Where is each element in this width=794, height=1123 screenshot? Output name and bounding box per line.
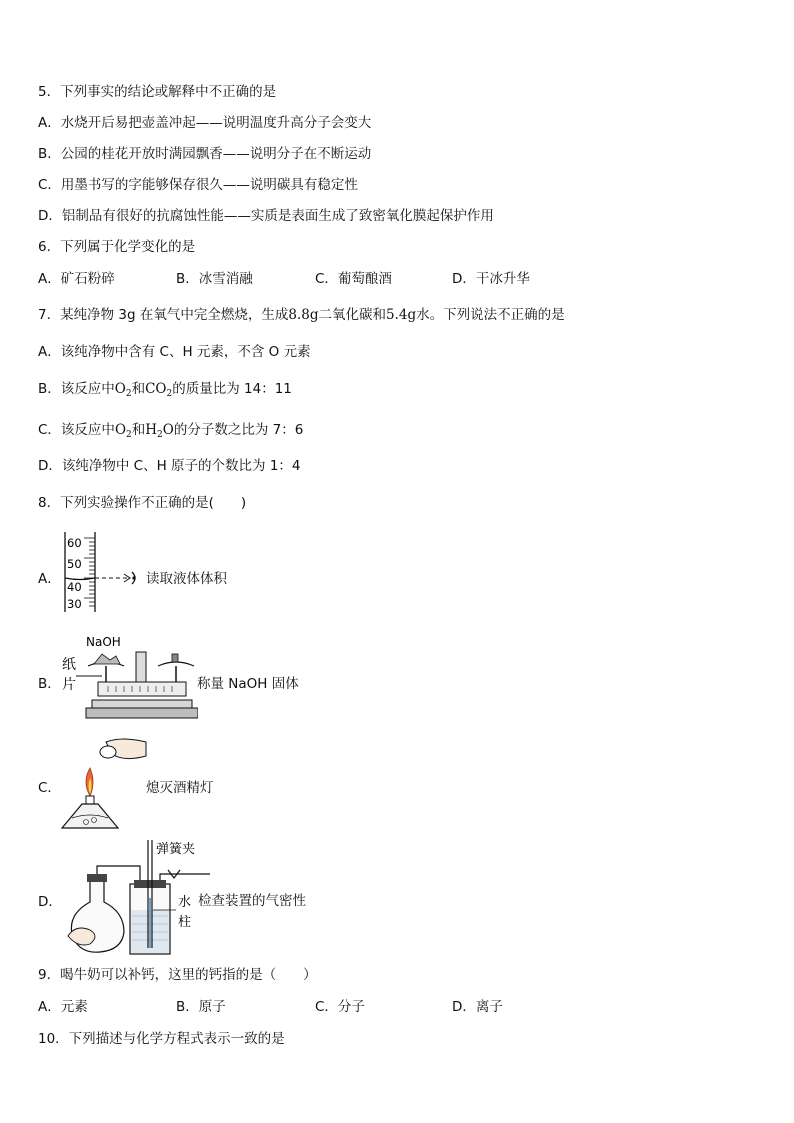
eye-pupil-icon xyxy=(132,576,135,579)
q7-stem-part1: 7．某纯净物 3g 在氧气中完全燃烧，生成 xyxy=(38,307,289,323)
q8-b-caption: 称量 NaOH 固体 xyxy=(197,676,299,692)
q7-option-b-part2: 和 xyxy=(131,381,146,397)
q8-label-a: A． xyxy=(38,571,61,587)
symbol-o: O xyxy=(162,422,174,438)
q8-label-c: C． xyxy=(38,780,61,796)
q5-option-a: A．水烧开后易把壶盖冲起——说明温度升高分子会变大 xyxy=(38,115,372,131)
lamp-body xyxy=(62,804,118,828)
q8-c-caption: 熄灭酒精灯 xyxy=(146,780,214,796)
formula-o2 xyxy=(115,381,132,397)
formula-h2o xyxy=(145,422,174,438)
q7-mass-h2o: 5.4g xyxy=(385,307,417,323)
q7-option-c-part3: 的分子数之比为 7：6 xyxy=(173,422,304,438)
q8-label-d: D． xyxy=(38,894,62,910)
q7-option-c-part2: 和 xyxy=(131,422,146,438)
q5-option-d: D．铝制品有很好的抗腐蚀性能——实质是表面生成了致密氧化膜起保护作用 xyxy=(38,208,494,224)
tick-label-30: 30 xyxy=(67,597,82,611)
q9-option-d: D．离子 xyxy=(452,999,503,1015)
naoh-label: NaOH xyxy=(86,635,121,649)
q9-option-a: A．元素 xyxy=(38,999,88,1015)
symbol-h: H xyxy=(145,422,158,438)
naoh-solid-on-paper xyxy=(94,654,120,664)
q7-option-a: A．该纯净物中含有 C、H 元素，不含 O 元素 xyxy=(38,344,311,360)
q9-option-b: B．原子 xyxy=(176,999,226,1015)
lamp-cap xyxy=(100,746,116,758)
q6-option-d: D．干冰升华 xyxy=(452,271,530,287)
formula-o2 xyxy=(115,422,132,438)
symbol-o: O xyxy=(114,381,126,397)
alcohol-lamp-figure xyxy=(60,734,160,836)
bottle-stopper xyxy=(134,880,166,888)
right-pan xyxy=(158,662,194,666)
subscript-2: 2 xyxy=(166,389,173,399)
formula-co2 xyxy=(145,381,172,397)
water-label-2: 柱 xyxy=(178,915,192,930)
paper-label-1: 纸 xyxy=(62,657,76,673)
balance-base-top xyxy=(92,700,192,708)
q7-stem-part2: 二氧化碳和 xyxy=(318,307,386,323)
subscript-2: 2 xyxy=(157,430,163,440)
clip-label: 弹簧夹 xyxy=(156,842,196,857)
balance-pointer-post xyxy=(136,652,146,682)
balance-figure xyxy=(58,630,198,726)
q7-option-c-part1: C．该反应中 xyxy=(38,422,115,438)
q7-option-b-part1: B．该反应中 xyxy=(38,381,115,397)
lamp-wick-holder xyxy=(86,796,94,804)
water-column xyxy=(149,898,151,948)
tick-label-50: 50 xyxy=(67,557,82,571)
q6-option-c: C．葡萄酿酒 xyxy=(315,271,392,287)
q6-option-a: A．矿石粉碎 xyxy=(38,271,115,287)
cylinder-scale-ticks xyxy=(84,538,95,606)
q10-stem: 10．下列描述与化学方程式表示一致的是 xyxy=(38,1031,285,1047)
q7-stem xyxy=(38,306,565,324)
q8-d-caption: 检查装置的气密性 xyxy=(198,893,306,909)
symbol-o: O xyxy=(155,381,167,397)
weight-icon xyxy=(172,654,178,662)
outlet-tube xyxy=(160,874,210,880)
q9-option-c: C．分子 xyxy=(315,999,365,1015)
q7-mass-co2: 8.8g xyxy=(288,307,319,323)
symbol-c: C xyxy=(145,381,156,397)
paper-label-2: 片 xyxy=(62,677,76,693)
q5-stem: 5．下列事实的结论或解释中不正确的是 xyxy=(38,84,277,100)
q7-option-c xyxy=(38,421,303,444)
symbol-o: O xyxy=(114,422,127,438)
balance-beam xyxy=(98,682,186,696)
q7-option-b xyxy=(38,380,292,403)
q5-option-b: B．公园的桂花开放时满园飘香——说明分子在不断运动 xyxy=(38,146,372,162)
tick-label-40: 40 xyxy=(67,580,82,594)
water-label-1: 水 xyxy=(178,895,192,910)
q9-stem: 9．喝牛奶可以补钙，这里的钙指的是（ ） xyxy=(38,967,317,983)
q6-stem: 6．下列属于化学变化的是 xyxy=(38,239,196,255)
q5-option-c: C．用墨书写的字能够保存很久——说明碳具有稳定性 xyxy=(38,177,358,193)
q7-option-d: D．该纯净物中 C、H 原子的个数比为 1：4 xyxy=(38,458,301,474)
q8-stem: 8．下列实验操作不正确的是( ) xyxy=(38,495,247,511)
liquid-meniscus xyxy=(65,578,95,580)
subscript-2: 2 xyxy=(125,389,132,399)
q8-a-caption: 读取液体体积 xyxy=(146,571,227,587)
tick-label-60: 60 xyxy=(67,536,82,550)
q6-option-b: B．冰雪消融 xyxy=(176,271,253,287)
q7-stem-part3: 水。下列说法不正确的是 xyxy=(416,307,565,323)
subscript-2: 2 xyxy=(126,430,132,440)
airtightness-apparatus-figure xyxy=(60,840,210,960)
q8-label-b: B． xyxy=(38,676,61,692)
flask-stopper xyxy=(87,874,107,882)
balance-base xyxy=(86,708,198,718)
q7-option-b-part3: 的质量比为 14：11 xyxy=(172,381,292,397)
